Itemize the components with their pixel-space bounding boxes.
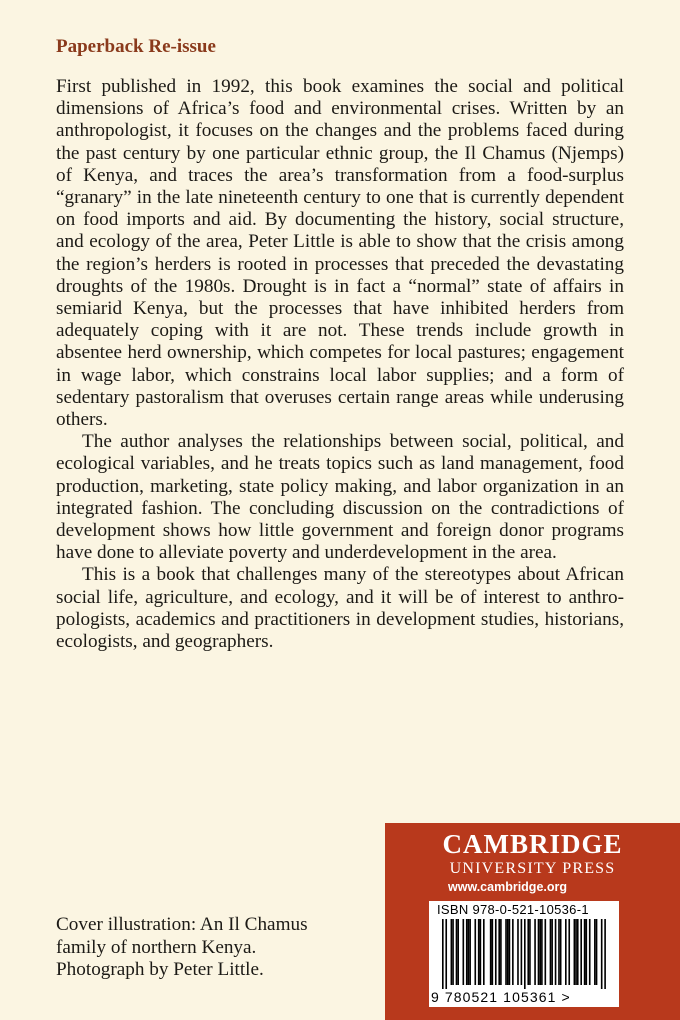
barcode-bar	[539, 919, 541, 985]
barcode-bar	[442, 919, 444, 989]
back-cover-blurb	[56, 76, 624, 653]
barcode-bar	[480, 919, 482, 985]
section-heading: Paperback Re-issue	[56, 36, 216, 57]
publisher-url: www.cambridge.org	[448, 880, 568, 894]
barcode-bar	[452, 919, 454, 985]
barcode-bar	[524, 919, 526, 989]
barcode-bar	[451, 919, 453, 985]
caption-line: Photograph by Peter Little.	[56, 959, 264, 980]
barcode-bar	[555, 919, 557, 985]
barcode-bar	[498, 919, 500, 985]
barcode-bar	[505, 919, 507, 985]
barcode-bar	[580, 919, 582, 985]
barcode-bar	[601, 919, 603, 989]
blurb-paragraph: This is a book that challenges many of the stereotypes about African social life, agriculture, and ecology, and it will be of interest to anthropologists, academics and practitioners in development studies, historians, ecologists, and geographers.	[56, 564, 624, 653]
publisher-logo-subtitle: UNIVERSITY PRESS	[449, 860, 616, 877]
barcode-bar	[492, 919, 494, 985]
barcode-bar	[527, 919, 529, 985]
barcode-bar	[466, 919, 468, 985]
barcode-bar	[575, 919, 577, 985]
barcode-bar	[469, 919, 471, 985]
publisher-panel	[385, 823, 680, 1020]
barcode-bar	[560, 919, 562, 985]
barcode-bar	[445, 919, 447, 989]
barcode-bar	[534, 919, 536, 985]
barcode-bar	[500, 919, 502, 985]
publisher-logo-name: CAMBRIDGE	[442, 829, 623, 859]
barcode-bar	[521, 919, 523, 985]
barcode-bar	[594, 919, 596, 985]
barcode-bar	[509, 919, 511, 985]
barcode-bar	[565, 919, 567, 985]
barcode-digits: 9 780521 105361 >	[431, 989, 571, 1005]
barcode-bar	[545, 919, 547, 985]
barcode-bar	[468, 919, 470, 985]
barcode-bar	[586, 919, 588, 985]
barcode-bar	[463, 919, 465, 985]
barcode-bar	[474, 919, 476, 985]
cover-illustration-caption	[56, 914, 356, 982]
barcode-bar	[529, 919, 531, 985]
barcode-bar	[574, 919, 576, 985]
barcode-bar	[478, 919, 480, 985]
barcode-bar	[550, 919, 552, 985]
barcode-bar	[538, 919, 540, 985]
barcode-bar	[551, 919, 553, 985]
barcode-bar	[490, 919, 492, 985]
barcode-bar	[456, 919, 458, 985]
barcode-bar	[558, 919, 560, 985]
barcode-bar	[495, 919, 497, 985]
barcode-bar	[507, 919, 509, 985]
barcode-bar	[568, 919, 570, 985]
blurb-paragraph: First published in 1992, this book examines the social and political dimensions of Africa’s food and environmental crises. Written by an anthropologist, it focuses on the changes and the problems faced during the past century by one particular ethnic group, the Il Chamus (Njemps) of Kenya, and traces the area’s transformation from a food-surplus “granary” in the late nineteenth century to one that is currently dependent on food imports and aid. By documenting the history, social structure, and ecology of the area, Peter Little is able to show that the crisis among the region’s herders is rooted in processes that preceded the devastating droughts of the 1980s. Drought is in fact a “normal” state of affairs in semiarid Kenya, but the processes that have inhibited herders from adequately coping with it are not. These trends include growth in absentee herd ownership, which competes for local pastures; engagement in wage labor, which constrains local labor supplies; and a form of sedentary pastoralism that overuses certain range areas while underusing others.	[56, 76, 624, 431]
barcode-bar	[604, 919, 606, 989]
barcode-bar	[457, 919, 459, 985]
barcode-bar	[589, 919, 591, 985]
barcode-bar	[541, 919, 543, 985]
caption-line: Cover illustration: An Il Chamus	[56, 914, 308, 935]
barcode-bar	[512, 919, 514, 985]
isbn-text: ISBN 978-0-521-10536-1	[437, 902, 589, 917]
barcode-bar	[577, 919, 579, 985]
barcode-bar	[483, 919, 485, 985]
blurb-paragraph: The author analyses the relationships between social, political, and ecological variables, and he treats topics such as land management, food production, marketing, state policy making, and labor organization in an integrated fashion. The concluding discussion on the contradictions of development shows how little government and foreign donor programs have done to alleviate poverty and underdevelopment in the area.	[56, 431, 624, 564]
barcode	[429, 901, 619, 1007]
barcode-bars	[442, 919, 606, 989]
barcode-bar	[517, 919, 519, 985]
caption-line: family of northern Kenya.	[56, 936, 257, 958]
barcode-bar	[596, 919, 598, 985]
barcode-bar	[584, 919, 586, 985]
